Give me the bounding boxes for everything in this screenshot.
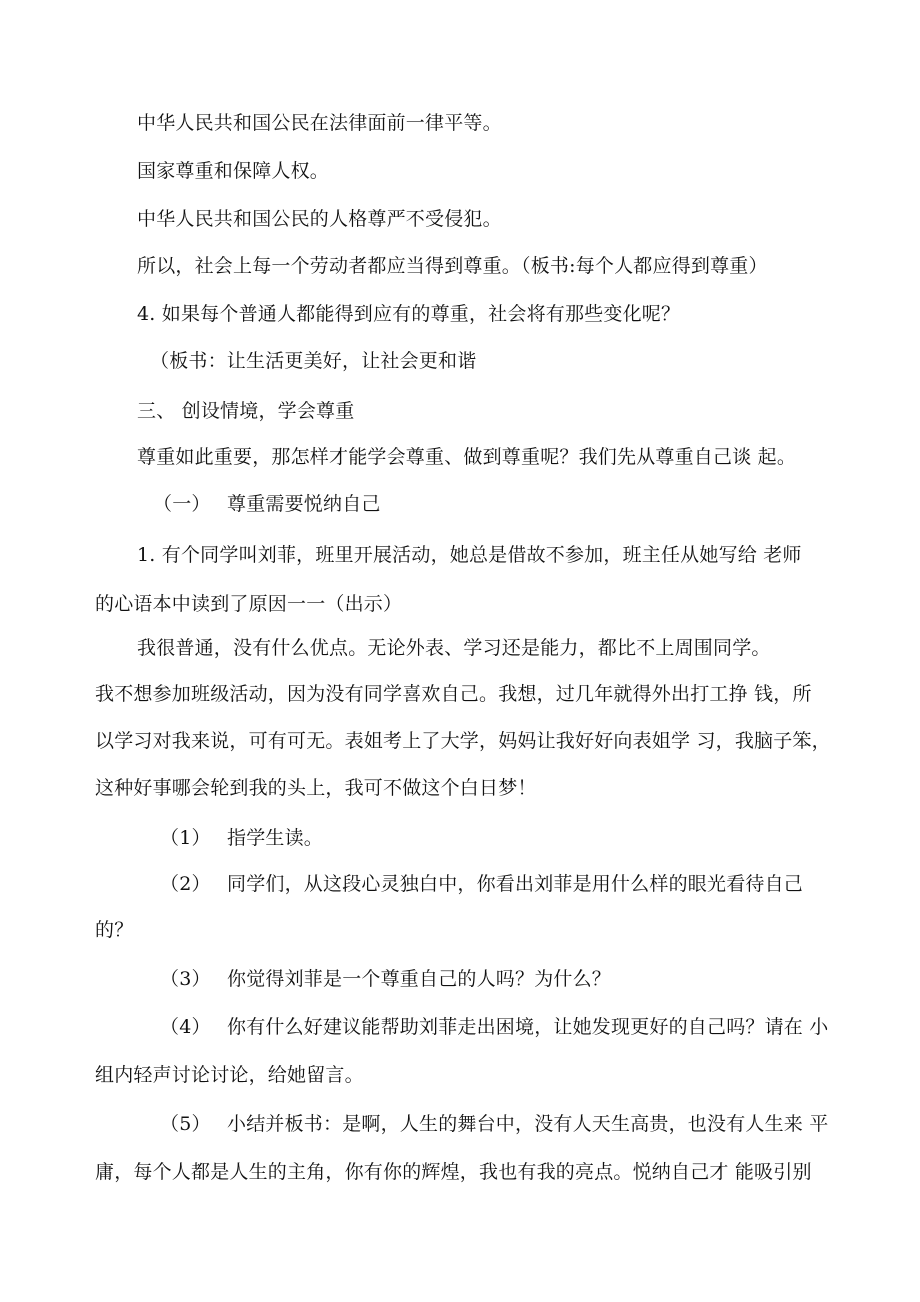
item-number: （5） — [160, 1113, 211, 1135]
item-number: （3） — [160, 968, 211, 990]
paragraph-line: 1. 有个同学叫刘菲，班里开展活动，她总是借故不参加，班主任从她写给 老师 — [137, 544, 802, 566]
paragraph-line: 中华人民共和国公民的人格尊严不受侵犯。 — [137, 208, 502, 230]
item-number: （1） — [160, 827, 211, 849]
paragraph-line: 国家尊重和保障人权。 — [137, 160, 330, 182]
quote-line: 这种好事哪会轮到我的头上，我可不做这个白日梦！ — [95, 777, 537, 799]
paragraph-line: 尊重如此重要，那怎样才能学会尊重、做到尊重呢？我们先从尊重自己谈 起。 — [137, 446, 797, 468]
quote-line: 我不想参加班级活动，因为没有同学喜欢自己。我想，过几年就得外出打工挣 钱，所 — [95, 683, 812, 705]
subsection-title: 尊重需要悦纳自己 — [227, 493, 381, 515]
item-text: 你有什么好建议能帮助刘菲走出困境，让她发现更好的自己吗？请在 小 — [227, 1016, 829, 1038]
item-text-continued: 庸，每个人都是人生的主角，你有你的辉煌，我也有我的亮点。悦纳自己才 能吸引别 — [95, 1161, 812, 1183]
paragraph-line: 中华人民共和国公民在法律面前一律平等。 — [137, 112, 502, 134]
item-text-continued: 组内轻声讨论讨论，给她留言。 — [95, 1064, 364, 1086]
item-number: （4） — [160, 1016, 211, 1038]
subsection-number: （一） — [153, 493, 211, 515]
numbered-question: 4. 如果每个普通人都能得到应有的尊重，社会将有那些变化呢？ — [137, 303, 681, 325]
paragraph-line: 的心语本中读到了原因一一（出示） — [95, 593, 403, 615]
item-text-continued: 的？ — [95, 919, 134, 941]
quote-line: 我很普通，没有什么优点。无论外表、学习还是能力，都比不上周围同学。 — [137, 637, 771, 659]
item-text: 小结并板书：是啊，人生的舞台中，没有人天生高贵，也没有人生来 平 — [227, 1113, 829, 1135]
section-heading: 三、 创设情境，学会尊重 — [137, 400, 355, 422]
quote-line: 以学习对我来说，可有可无。表姐考上了大学，妈妈让我好好向表姐学 习，我脑子笨， — [95, 730, 831, 752]
blackboard-note: （板书：让生活更美好，让社会更和谐 — [150, 350, 477, 372]
item-number: （2） — [160, 873, 211, 895]
item-text: 指学生读。 — [227, 827, 324, 849]
paragraph-line: 所以，社会上每一个劳动者都应当得到尊重。（板书:每个人都应得到尊重） — [137, 255, 768, 277]
item-text: 你觉得刘菲是一个尊重自己的人吗？为什么？ — [227, 968, 612, 990]
item-text: 同学们，从这段心灵独白中，你看出刘菲是用什么样的眼光看待自己 — [227, 873, 804, 895]
